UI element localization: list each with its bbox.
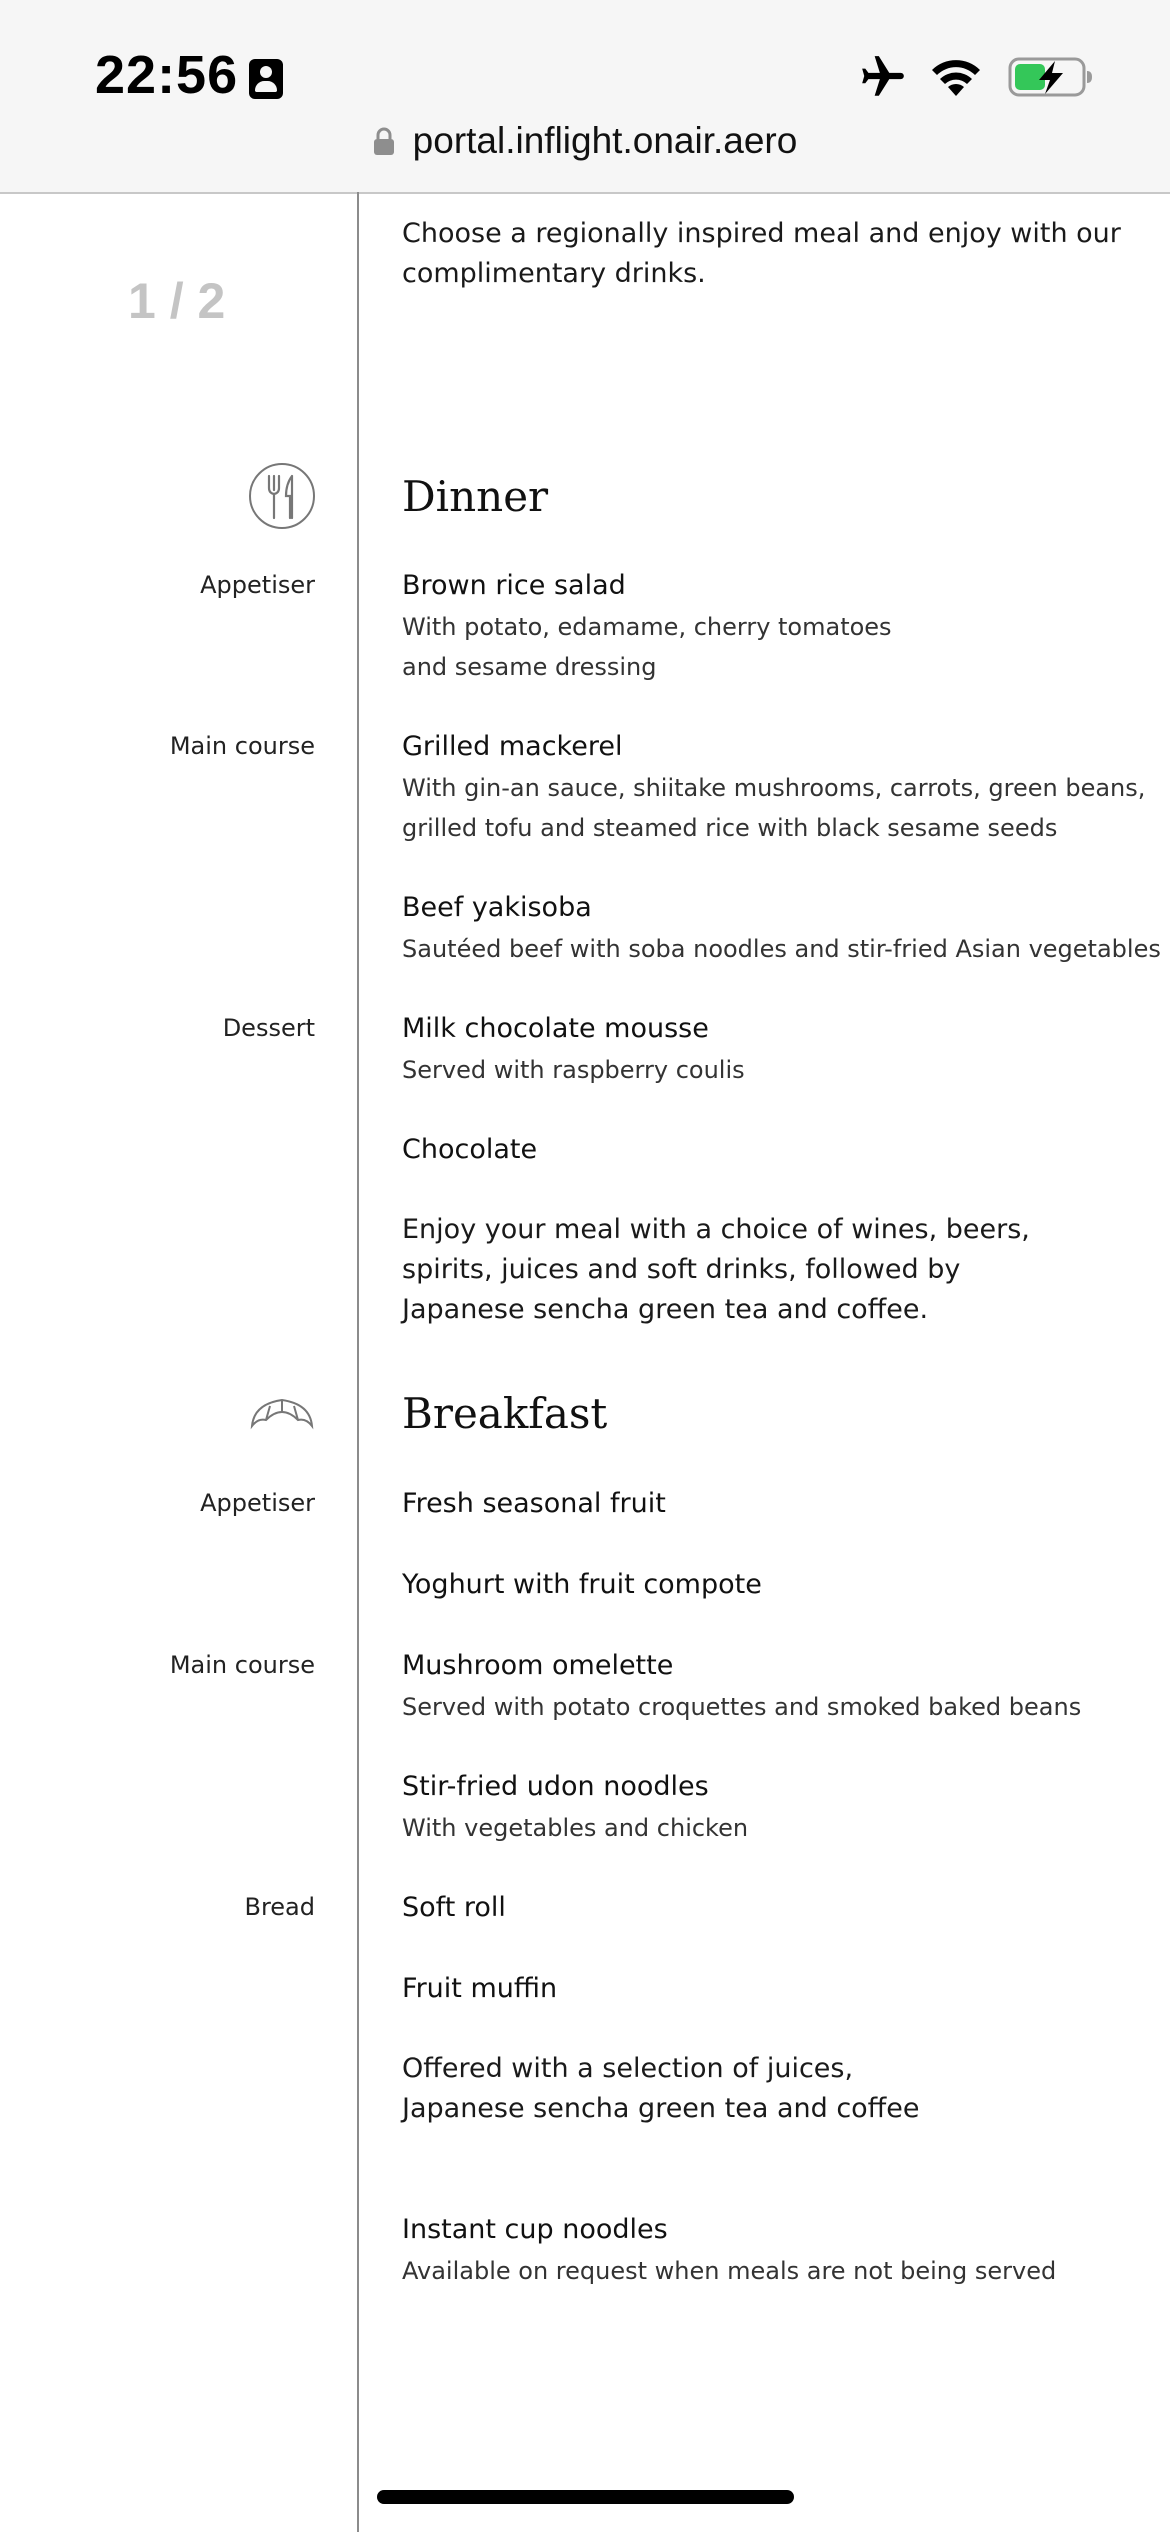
dish-title: Fruit muffin: [402, 1973, 558, 2004]
dish-title: Soft roll: [402, 1892, 506, 1923]
breakfast-heading: Breakfast: [402, 1389, 608, 1438]
dish-description: With gin-an sauce, shiitake mushrooms, carrots, green beans,: [402, 774, 1146, 802]
battery-charging-icon: [1008, 56, 1094, 98]
dish-title: Milk chocolate mousse: [402, 1013, 709, 1044]
dish-title: Stir-fried udon noodles: [402, 1771, 709, 1802]
contact-card-icon: [249, 59, 283, 99]
status-time: 22:56: [95, 45, 239, 105]
fork-knife-icon: [248, 462, 316, 530]
dish-title: Brown rice salad: [402, 570, 626, 601]
dish-description: Served with potato croquettes and smoked baked beans: [402, 1693, 1082, 1721]
browser-top-bar: [0, 0, 1170, 194]
breakfast-appetiser-label: Appetiser: [200, 1489, 315, 1517]
airplane-icon: [858, 52, 908, 102]
dish-description: With potato, edamame, cherry tomatoes: [402, 613, 892, 641]
dinner-appetiser-label: Appetiser: [200, 571, 315, 599]
dish-title: Instant cup noodles: [402, 2214, 668, 2245]
dinner-note-line-3: Japanese sencha green tea and coffee.: [402, 1294, 929, 1325]
dish-description: Served with raspberry coulis: [402, 1056, 745, 1084]
lock-icon: [373, 126, 395, 156]
breakfast-main-course-label: Main course: [169, 1651, 315, 1679]
breakfast-bread-label: Bread: [244, 1893, 315, 1921]
intro-text-line-1: Choose a regionally inspired meal and enjoy with our: [402, 218, 1121, 249]
dish-title: Fresh seasonal fruit: [402, 1488, 666, 1519]
dish-title: Grilled mackerel: [402, 731, 623, 762]
dish-description: grilled tofu and steamed rice with black sesame seeds: [402, 814, 1058, 842]
croissant-icon: [248, 1392, 316, 1436]
home-indicator[interactable]: [377, 2490, 794, 2504]
dish-title: Beef yakisoba: [402, 892, 592, 923]
dish-title: Yoghurt with fruit compote: [402, 1569, 762, 1600]
dinner-main-course-label: Main course: [169, 732, 315, 760]
dinner-dessert-label: Dessert: [222, 1014, 315, 1042]
page-indicator: 1 / 2: [128, 273, 226, 329]
dish-description: Available on request when meals are not being served: [402, 2257, 1057, 2285]
dish-description: Sautéed beef with soba noodles and stir-fried Asian vegetables: [402, 935, 1161, 963]
dish-title: Mushroom omelette: [402, 1650, 674, 1681]
dish-description: and sesame dressing: [402, 653, 657, 681]
breakfast-note-line-1: Offered with a selection of juices,: [402, 2053, 854, 2084]
wifi-icon: [930, 56, 982, 98]
intro-text-line-2: complimentary drinks.: [402, 258, 706, 289]
breakfast-note-line-2: Japanese sencha green tea and coffee: [402, 2093, 920, 2124]
dinner-note-line-1: Enjoy your meal with a choice of wines, beers,: [402, 1214, 1030, 1245]
address-bar[interactable]: [0, 120, 1170, 176]
column-divider: [357, 192, 359, 2532]
dinner-heading: Dinner: [402, 472, 549, 521]
dish-description: With vegetables and chicken: [402, 1814, 749, 1842]
url-text: portal.inflight.onair.aero: [412, 120, 798, 161]
dinner-note-line-2: spirits, juices and soft drinks, followed by: [402, 1254, 961, 1285]
dish-title: Chocolate: [402, 1134, 538, 1165]
